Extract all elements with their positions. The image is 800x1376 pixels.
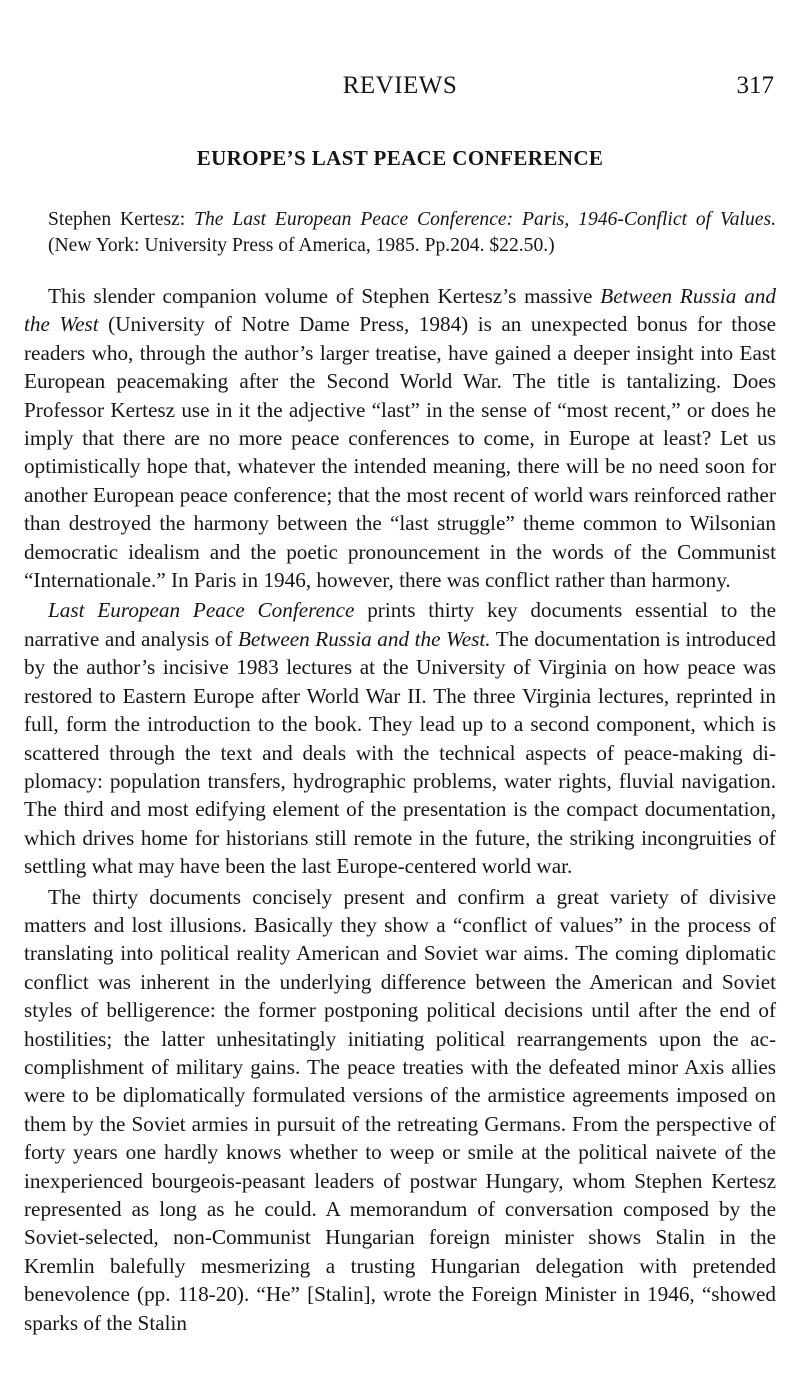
paragraph-2-text-b: The documentation is introduced by the author’s incisive 1983 lectures at the University of Virginia on how peace was restored to Eastern Europe after World War II. The three Virginia lectures, reprinted in full, form the introduction to the book. They lead up to a second component, which is scattered through the text and deals with the technical aspects of peace-making diplomacy: population transfers, hydrographic problems, water rights, fluvial navigation. The third and most edifying element of the presentation is the compact documentation, which drives home for historians still remote in the future, the striking incongruities of settling what may have been the last Europe-centered world war. [24, 626, 776, 879]
paragraph-2-italic-title-a: Last European Peace Conference [48, 598, 355, 623]
paragraph-2-text-a: prints thirty key documents essential to the narrative and analysis of [24, 598, 777, 651]
running-title: REVIEWS [342, 72, 458, 99]
review-body [24, 282, 776, 1337]
article-title: EUROPE’S LAST PEACE CONFERENCE [196, 146, 604, 170]
book-citation [48, 207, 776, 259]
citation-publication: (New York: University Press of America, 1985. Pp.204. $22.50.) [48, 235, 555, 256]
citation-author: Stephen Kertesz: [48, 209, 195, 230]
citation-book-title: The Last European Peace Conference: Paris, 1946-Conflict of Values. [194, 209, 776, 230]
paragraph-3-text: The thirty documents concisely present and confirm a great variety of divisive matters and lost illusions. Basically they show a “conflict of values” in the process of translating into political reality American and Soviet war aims. The coming diplomatic conflict was inherent in the underlying difference between the American and Soviet styles of belligerence: the former postponing political decisions until after the end of hostilities; the latter unhesitatingly initiating political rearrangements upon the accomplishment of military gains. The peace treaties with the defeated minor Axis allies were to be diplomatically formulated versions of the armistice agreements imposed on them by the Soviet armies in pursuit of the retreating Germans. From the perspective of forty years one hardly knows whether to weep or smile at the political naivete of the inexperienced bourgeois-peasant leaders of postwar Hungary, whom Stephen Kertesz represented as long as he could. A memorandum of conversation composed by the Soviet-selected, non-Communist Hungarian foreign minister shows Stalin in the Kremlin balefully mesmerizing a trusting Hungarian delegation with pretended benevolence (pp. 118-20). “He” [Stalin], wrote the Foreign Minister in 1946, “showed sparks of the Stalin [24, 884, 776, 1335]
paragraph-1 [24, 282, 776, 594]
running-head [0, 72, 800, 108]
paragraph-1-italic-title: Between Russia and the West [24, 284, 776, 337]
page-number: 317 [736, 72, 774, 99]
paragraph-1-text-a: This slender companion volume of Stephen Kertesz’s massive [48, 284, 601, 308]
paragraph-2-italic-title-b: Between Russia and the West. [237, 626, 491, 651]
paragraph-1-text-b: (University of Notre Dame Press, 1984) is an unexpected bonus for those readers who, through the author’s larger treatise, have gained a deeper insight into East European peacemaking after the Second World War. The title is tantalizing. Does Professor Kertesz use in it the adjective “last” in the sense of “most recent,” or does he imply that there are no more peace conferences to come, in Europe at least? Let us optimistically hope that, whatever the intended meaning, there will be no need soon for another European peace conference; that the most recent of world wars reinforced rather than destroyed the harmony between the “last struggle” theme common to Wilsonian democratic idealism and the poetic pronouncement in the words of the Communist “Internationale.” In Paris in 1946, however, there was conflict rather than harmony. [24, 312, 777, 593]
paragraph-2 [24, 596, 776, 880]
paragraph-3 [24, 883, 776, 1338]
